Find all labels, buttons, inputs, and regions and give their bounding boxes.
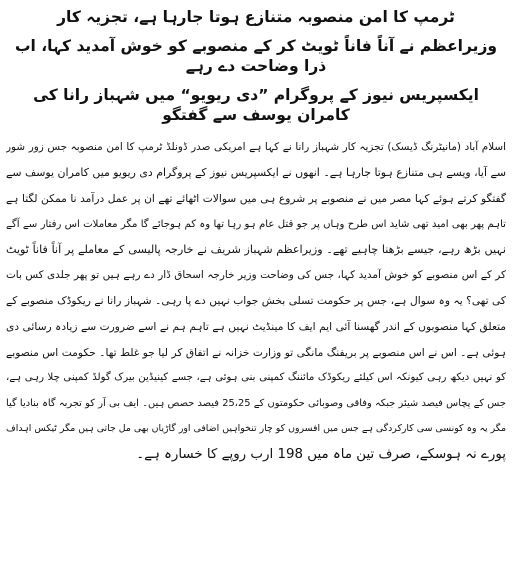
headline-main: ٹرمپ کا امن منصوبہ متنازع ہوتا جارہا ہے، تجزیہ کار bbox=[57, 8, 455, 26]
article-body-line: نہیں بڑھ رہے، جیسے بڑھنا چاہیے تھے۔ وزیراعظم شہباز شریف نے خارجہ پالیسی کے معاملے پر آناً فاناً ٹویٹ bbox=[6, 243, 506, 257]
article-body-line: کی تھی؟ یہ وہ سوال ہے، جس پر حکومت تسلی بخش جواب نہیں دے پا رہی۔ شہباز رانا نے ریکوڈک منصوبے کے bbox=[6, 294, 506, 308]
article-body-line: متعلق کہا منصوبوں کے اندر گھسنا آئی ایم ایف کا مینڈیٹ نہیں ہے تاہم ہم نے اسے ضرورت سے زیادہ رسائی دی bbox=[6, 320, 506, 334]
article-body-line: گفتگو کرتے ہوئے کہا مصر میں نے منصوبے پر شروع ہی میں سوالات اٹھائے تھے ان پر عمل درآمد نا ممکن لگتا ہے bbox=[6, 192, 506, 206]
headline-sub-2: ایکسپریس نیوز کے پروگرام ”دی ریویو“ میں شہباز رانا کی کامران یوسف سے گفتگو bbox=[33, 86, 479, 124]
article-body-line: جس کے پچاس فیصد شیئر جبکہ وفاقی وصوبائی حکومتوں کے 25،25 فیصد حصص ہیں۔ ایف بی آر کو تجربہ گاہ بنادیا گیا bbox=[6, 397, 506, 409]
article-body-line: پورے نہ ہوسکے، صرف تین ماہ میں 198 ارب روپے کا خسارہ ہے۔ bbox=[136, 447, 506, 462]
article-body-line: کر کے اس منصوبے کو خوش آمدید کہا، جس کی وضاحت وزیر خارجہ اسحاق ڈار دے رہے ہیں تو پھر جلدی کس بات bbox=[6, 268, 506, 281]
article-body-line: ہوئی ہے۔ اس نے اس منصوبے پر بریفنگ مانگی تو وزارت خزانہ نے اتفاق کر لیا جو غلط تھا۔ حکومت اس منصوبے bbox=[6, 345, 506, 359]
article-body-line: مگر یہ وہ کونسی سی کارکردگی ہے جس میں افسروں کو چار تنخواہیں اضافی اور گاڑیاں بھی مل جاتی ہیں مگر ٹیکس اہداف bbox=[6, 423, 506, 435]
article-body-line: اسلام آباد (مانیٹرنگ ڈیسک) تجزیہ کار شہباز رانا نے کہا ہے امریکی صدر ڈونلڈ ٹرمپ کا امن منصوبہ جس زور شور bbox=[6, 140, 506, 153]
article-body-line: تاہم پھر بھی امید تھی شاید اس طرح وہاں پر جو قتل عام ہو رہا تھا وہ کم ہوجائے گا مگر معاملات اس رفتار سے آگے bbox=[6, 218, 506, 230]
article-body bbox=[6, 135, 506, 468]
article-body-line: سے آیا، ویسے ہی متنازع ہوتا جارہا ہے۔ انھوں نے ایکسپریس نیوز کے پروگرام دی ریویو میں کامران یوسف سے bbox=[6, 166, 506, 180]
headline-sub-1: وزیراعظم نے آناً فاناً ٹویٹ کر کے منصوبے کو خوش آمدید کہا، اب ذرا وضاحت دے رہے bbox=[14, 37, 498, 75]
article-body-line: کو نہیں دیکھ رہی کیونکہ اس کیلئے ریکوڈک مائننگ کمپنی بنی ہوئی ہے، جسے کینیڈین بیرک گولڈ کمپنی چلا رہی ہے، bbox=[6, 372, 506, 384]
